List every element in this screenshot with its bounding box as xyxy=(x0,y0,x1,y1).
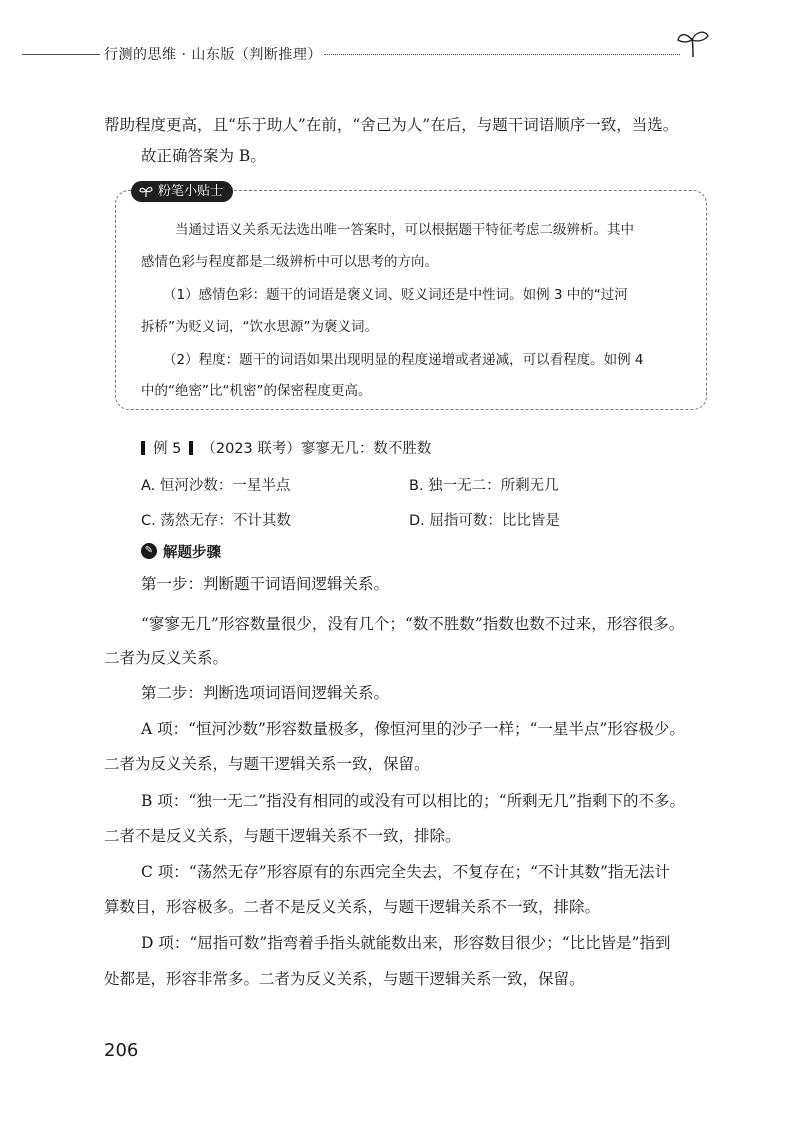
option-a: A. 恒河沙数：一星半点 xyxy=(141,478,291,494)
solution-line: 处都是，形容非常多。二者为反义关系，与题干逻辑关系一致，保留。 xyxy=(104,970,585,988)
header-rule-left xyxy=(22,54,100,55)
option-c: C. 荡然无存：不计其数 xyxy=(141,513,291,529)
solution-line: C 项：“荡然无存”形容原有的东西完全失去，不复存在；“不计其数”指无法计 xyxy=(141,863,670,881)
pencil-circle-icon: ✎ xyxy=(141,543,157,559)
sprout-icon xyxy=(139,185,153,198)
page-number: 206 xyxy=(104,1040,139,1061)
body-paragraph-line: 帮助程度更高，且“乐于助人”在前，“舍己为人”在后，与题干词语顺序一致，当选。 xyxy=(104,116,679,134)
answer-line: 故正确答案为 B。 xyxy=(141,147,266,165)
solution-line: D 项：“屈指可数”指弯着手指头就能数出来，形容数目很少；“比比皆是”指到 xyxy=(141,934,671,952)
tip-line: 感情色彩与程度都是二级辨析中可以思考的方向。 xyxy=(141,254,438,270)
solution-line: 第二步：判断选项词语间逻辑关系。 xyxy=(141,684,390,702)
solution-line: 二者为反义关系。 xyxy=(104,649,229,667)
solution-line: 算数目，形容极多。二者不是反义关系，与题干逻辑关系不一致，排除。 xyxy=(104,898,601,916)
example-stem: 寥寥无几：数不胜数 xyxy=(300,441,432,457)
solution-line: 二者不是反义关系，与题干逻辑关系不一致，排除。 xyxy=(104,827,461,845)
solution-line: B 项：“独一无二”指没有相同的或没有可以相比的；“所剩无几”指剩下的不多。 xyxy=(141,792,686,810)
example-marker-left xyxy=(141,441,145,455)
solution-line: A 项：“恒河沙数”形容数量极多，像恒河里的沙子一样；“一星半点”形容极少。 xyxy=(141,720,685,738)
example-source: （2023 联考） xyxy=(201,441,301,457)
header-rule-right xyxy=(324,54,680,55)
tip-line: 当通过语义关系无法选出唯一答案时，可以根据题干特征考虑二级辨析。其中 xyxy=(175,222,634,238)
tip-label-badge xyxy=(131,181,233,202)
sprout-icon xyxy=(676,28,710,58)
option-d: D. 屈指可数：比比皆是 xyxy=(409,513,560,529)
solution-line: 第一步：判断题干词语间逻辑关系。 xyxy=(141,575,390,593)
solution-line: “寥寥无几”形容数量很少，没有几个；“数不胜数”指数也数不过来，形容很多。 xyxy=(141,615,685,633)
tip-line: （2）程度：题干的词语如果出现明显的程度递增或者递减，可以看程度。如例 4 xyxy=(163,352,644,368)
example-label: 例 5 xyxy=(153,441,182,457)
tip-line: 拆桥”为贬义词，“饮水思源”为褒义词。 xyxy=(141,319,378,335)
tip-line: （1）感情色彩：题干的词语是褒义词、贬义词还是中性词。如例 3 中的“过河 xyxy=(163,287,628,303)
example-heading xyxy=(141,437,431,458)
solution-title: 解题步骤 xyxy=(163,545,221,561)
solution-line: 二者为反义关系，与题干逻辑关系一致，保留。 xyxy=(104,755,430,773)
tip-line: 中的“绝密”比“机密”的保密程度更高。 xyxy=(141,383,372,399)
tip-label: 粉笔小贴士 xyxy=(158,184,224,199)
option-b: B. 独一无二：所剩无几 xyxy=(409,478,559,494)
example-marker-right xyxy=(189,441,193,455)
running-header-title: 行测的思维 · 山东版（判断推理） xyxy=(104,47,322,63)
